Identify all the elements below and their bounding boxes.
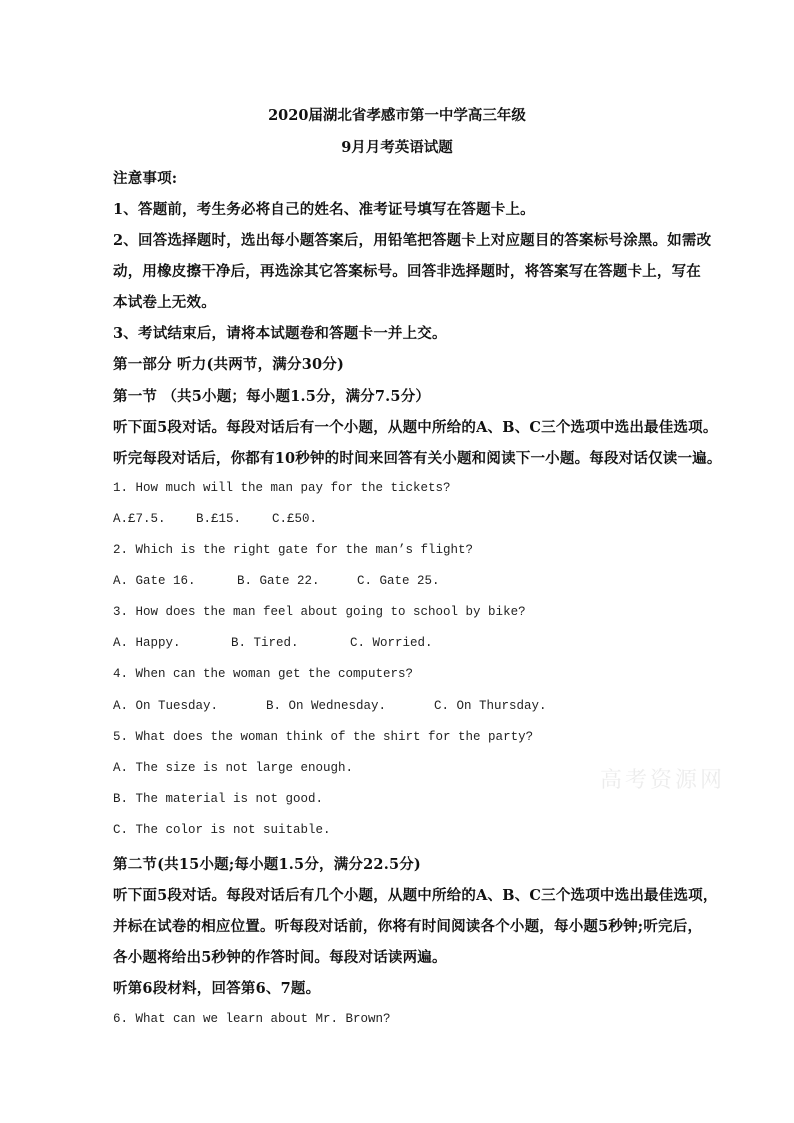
option-a: A. On Tuesday. (113, 699, 219, 713)
option-b: B. Gate 22. (237, 574, 320, 588)
question-5-option-a: A. The size is not large enough. (113, 761, 354, 775)
option-b: B.£15. (196, 512, 242, 526)
question-3-options (113, 636, 433, 650)
question-4: 4. When can the woman get the computers? (113, 667, 414, 681)
question-3: 3. How does the man feel about going to school by bike? (113, 605, 526, 619)
option-c: C.£50. (272, 512, 318, 526)
material-note: 听第6段材料，回答第6、7题。 (113, 980, 321, 997)
option-c: C. On Thursday. (434, 699, 547, 713)
watermark: 高考资源网 (600, 768, 726, 793)
question-2-options (113, 574, 440, 588)
question-5: 5. What does the woman think of the shirt for the party? (113, 730, 534, 744)
section2-instructions-line-1: 听下面5段对话。每段对话后有几个小题，从题中所给的A、B、C三个选项中选出最佳选项， (113, 887, 718, 904)
question-6: 6. What can we learn about Mr. Brown? (113, 1012, 391, 1026)
option-c: C. Gate 25. (357, 574, 440, 588)
option-a: A.£7.5. (113, 512, 166, 526)
question-5-option-c: C. The color is not suitable. (113, 823, 331, 837)
option-c: C. Worried. (350, 636, 433, 650)
exam-subtitle: 9月月考英语试题 (341, 139, 453, 156)
notice-item-2-line-1: 2、回答选择题时，选出每小题答案后，用铅笔把答题卡上对应题目的答案标号涂黑。如需改 (113, 232, 712, 249)
section2-heading: 第二节(共15小题;每小题1.5分，满分22.5分) (113, 856, 421, 873)
question-1: 1. How much will the man pay for the tickets? (113, 481, 451, 495)
question-4-options (113, 699, 547, 713)
option-b: B. On Wednesday. (266, 699, 387, 713)
notice-heading: 注意事项: (113, 170, 178, 187)
exam-title: 2020届湖北省孝感市第一中学高三年级 (268, 107, 526, 124)
option-b: B. Tired. (231, 636, 299, 650)
section1-instructions-line-2: 听完每段对话后，你都有10秒钟的时间来回答有关小题和阅读下一小题。每段对话仅读一遍。 (113, 450, 722, 467)
question-2: 2. Which is the right gate for the man’s flight? (113, 543, 474, 557)
question-5-option-b: B. The material is not good. (113, 792, 324, 806)
section2-instructions-line-3: 各小题将给出5秒钟的作答时间。每段对话读两遍。 (113, 949, 447, 966)
option-a: A. Gate 16. (113, 574, 196, 588)
notice-item-3: 3、考试结束后，请将本试题卷和答题卡一并上交。 (113, 325, 447, 342)
notice-item-2-line-2: 动，用橡皮擦干净后，再选涂其它答案标号。回答非选择题时，将答案写在答题卡上，写在 (113, 263, 701, 280)
section2-instructions-line-2: 并标在试卷的相应位置。听每段对话前，你将有时间阅读各个小题，每小题5秒钟;听完后， (113, 918, 703, 935)
question-1-options (113, 512, 317, 526)
option-a: A. Happy. (113, 636, 181, 650)
section1-instructions-line-1: 听下面5段对话。每段对话后有一个小题，从题中所给的A、B、C三个选项中选出最佳选项。 (113, 419, 718, 436)
notice-item-2-line-3: 本试卷上无效。 (113, 294, 216, 311)
part1-heading: 第一部分 听力(共两节，满分30分) (113, 356, 345, 373)
section1-heading: 第一节 （共5小题；每小题1.5分，满分7.5分） (113, 388, 431, 405)
notice-item-1: 1、答题前，考生务必将自己的姓名、准考证号填写在答题卡上。 (113, 201, 535, 218)
